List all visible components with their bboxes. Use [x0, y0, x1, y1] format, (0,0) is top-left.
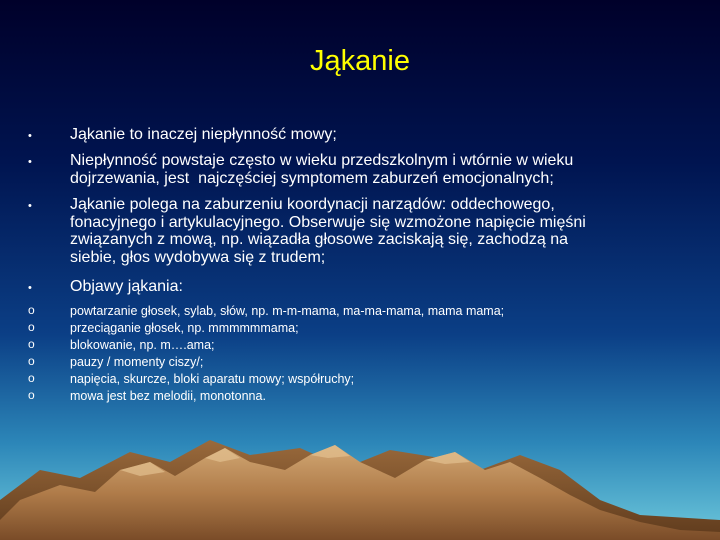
bullet-text: Jąkanie to inaczej niepłynność mowy;: [70, 126, 337, 143]
mountain-range-front: [0, 445, 720, 540]
sub-bullet-text: blokowanie, np. m….ama;: [70, 338, 215, 352]
slide-title: Jąkanie: [310, 45, 410, 77]
sub-bullet-marker: o: [28, 354, 35, 368]
sub-bullet-marker: o: [28, 388, 35, 402]
sub-bullet-marker: o: [28, 303, 35, 317]
bullet-text: Jąkanie polega na zaburzeniu koordynacji narządów: oddechowego, fonacyjnego i artykulacyjnego. Obserwuje się wzmożone napięcie mięśni związanych z mową, np. wiązadła głosowe zaciskają się, zachodzą na siebie, głos wydobywa się z trudem;: [70, 196, 586, 266]
sub-bullet-text: pauzy / momenty ciszy/;: [70, 355, 204, 369]
bullet-text: Niepłynność powstaje często w wieku przedszkolnym i wtórnie w wieku dojrzewania, jest najczęściej symptomem zaburzeń emocjonalnych;: [70, 152, 574, 187]
sub-bullet-marker: o: [28, 320, 35, 334]
bullet-marker: •: [28, 200, 32, 212]
bullet-marker: •: [28, 282, 32, 294]
bullet-text: Objawy jąkania:: [70, 278, 183, 295]
sub-bullet-text: mowa jest bez melodii, monotonna.: [70, 389, 266, 403]
sub-bullet-text: powtarzanie głosek, sylab, słów, np. m-m-mama, ma-ma-mama, mama mama;: [70, 304, 505, 318]
sub-bullet-marker: o: [28, 371, 35, 385]
bullet-marker: •: [28, 130, 32, 142]
bullet-marker: •: [28, 156, 32, 168]
sub-bullet-marker: o: [28, 337, 35, 351]
sub-bullet-text: napięcia, skurcze, bloki aparatu mowy; współruchy;: [70, 372, 355, 386]
sub-bullet-text: przeciąganie głosek, np. mmmmmmama;: [70, 321, 299, 335]
